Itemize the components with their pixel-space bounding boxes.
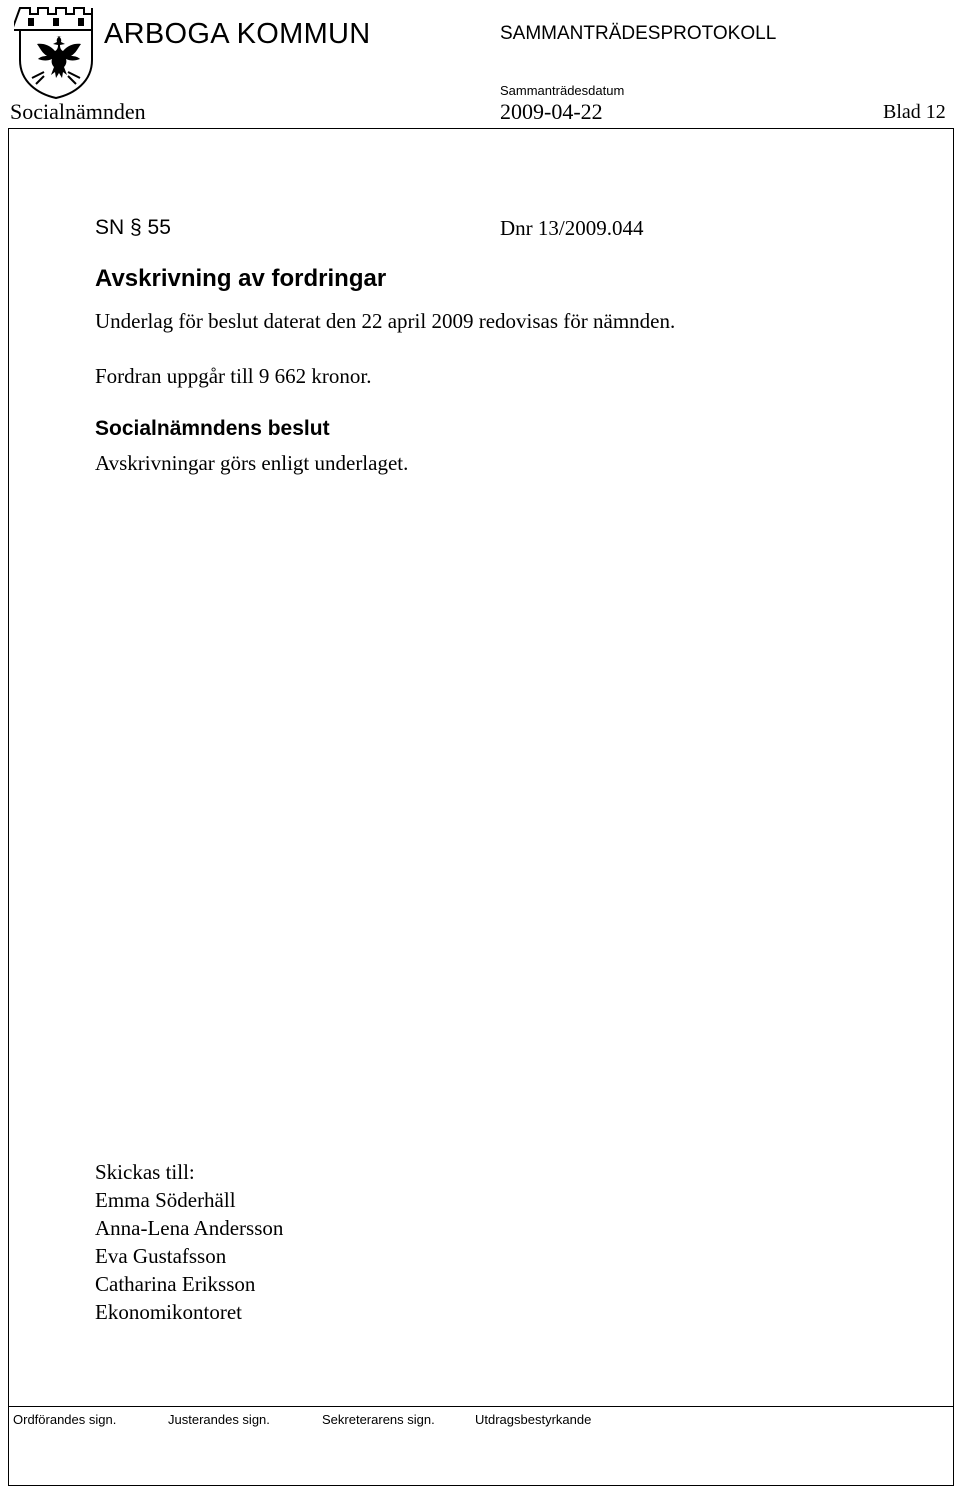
- item-heading: Avskrivning av fordringar: [95, 265, 387, 292]
- paragraph: Underlag för beslut daterat den 22 april 2009 redovisas för nämnden.: [95, 309, 676, 333]
- meeting-date: 2009-04-22: [500, 99, 603, 124]
- sheet-number: Blad 12: [883, 101, 946, 123]
- recipients-label: Skickas till:: [95, 1160, 195, 1184]
- extract-certification-label: Utdragsbestyrkande: [475, 1412, 592, 1427]
- paragraph: Fordran uppgår till 9 662 kronor.: [95, 364, 372, 388]
- municipality-name: ARBOGA KOMMUN: [104, 18, 371, 50]
- arboga-crest-icon: [14, 4, 98, 100]
- recipient: Catharina Eriksson: [95, 1272, 256, 1296]
- committee-name: Socialnämnden: [10, 99, 146, 124]
- secretary-signature-label: Sekreterarens sign.: [322, 1412, 435, 1427]
- adjuster-signature-label: Justerandes sign.: [168, 1412, 270, 1427]
- case-number: SN § 55: [95, 216, 171, 239]
- decision-heading: Socialnämndens beslut: [95, 417, 330, 440]
- decision-text: Avskrivningar görs enligt underlaget.: [95, 451, 409, 475]
- chair-signature-label: Ordförandes sign.: [13, 1412, 117, 1427]
- recipient: Emma Söderhäll: [95, 1188, 236, 1212]
- recipient: Anna-Lena Andersson: [95, 1216, 284, 1240]
- registration-number: Dnr 13/2009.044: [500, 216, 644, 240]
- meeting-date-label: Sammanträdesdatum: [500, 83, 625, 98]
- signature-divider: [8, 1406, 954, 1407]
- recipient: Ekonomikontoret: [95, 1300, 242, 1324]
- document-type: SAMMANTRÄDESPROTOKOLL: [500, 23, 777, 44]
- recipient: Eva Gustafsson: [95, 1244, 227, 1268]
